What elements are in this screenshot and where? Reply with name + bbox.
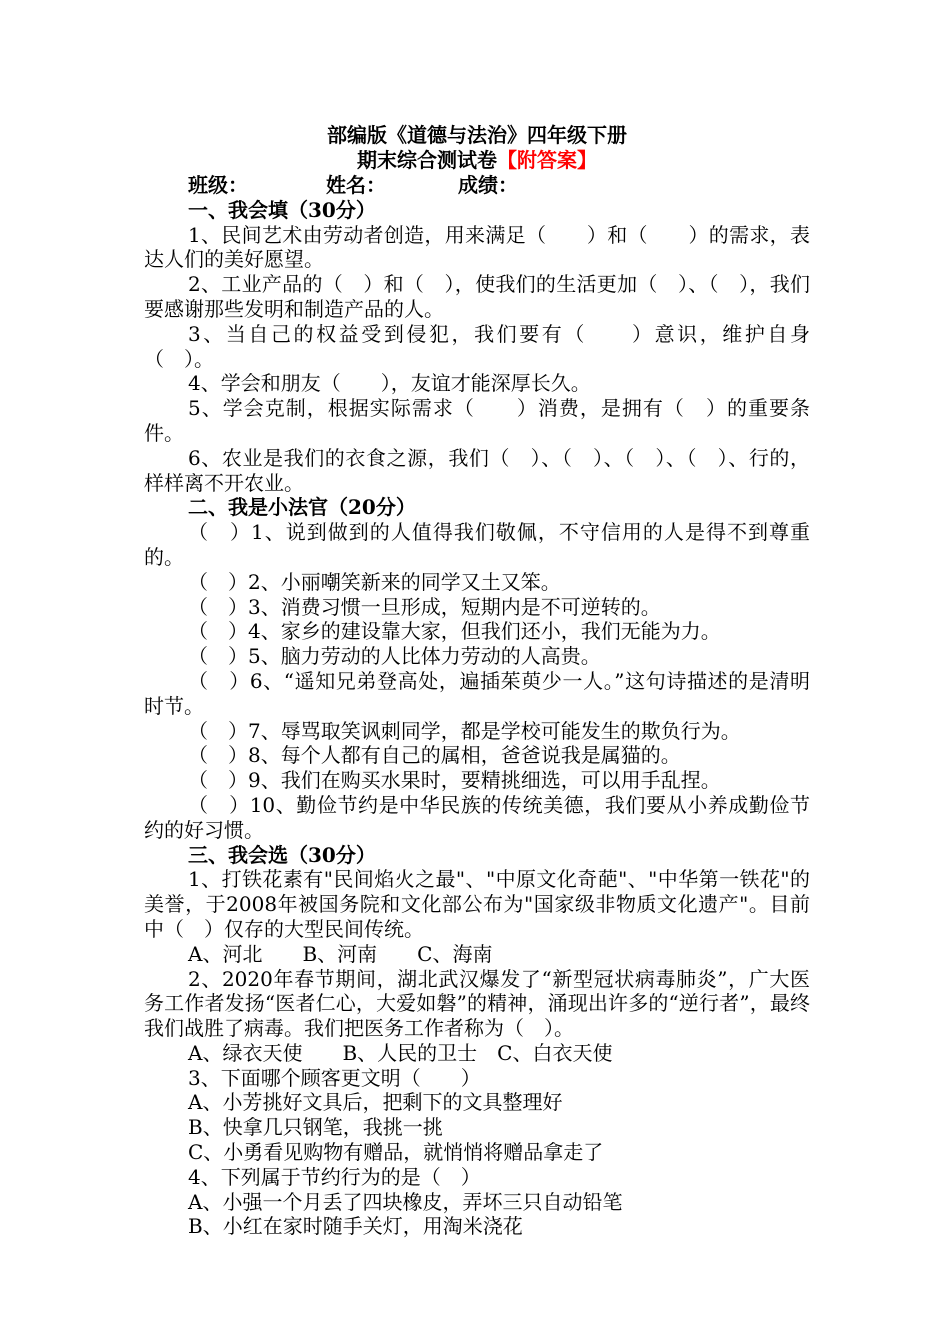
doc-title-accent: 【附答案】 bbox=[497, 148, 597, 172]
section1-item: 4、学会和朋友（ ），友谊才能深厚长久。 bbox=[188, 371, 591, 396]
section1-item: 2、工业产品的（ ）和（ ），使我们的生活更加（ ）、（ ），我们要感谢那些发明和制造产品的人。 bbox=[144, 272, 810, 321]
choice-question-4: 4、下列属于节约行为的是（ ） bbox=[188, 1164, 481, 1189]
section2-heading: 二、我是小法官（20分） bbox=[188, 495, 416, 520]
field-class-label: 班级： bbox=[188, 173, 248, 197]
choice-question-2: 2、2020年春节期间，湖北武汉爆发了“新型冠状病毒肺炎”，广大医务工作者发扬“医者仁心，大爱如磐”的精神，涌现出许多的“逆行者”，最终我们战胜了病毒。我们把医务工作者称为（ ）。 bbox=[144, 966, 810, 1041]
document-content bbox=[144, 123, 810, 1239]
judge-item: （ ）1、说到做到的人值得我们敬佩，不守信用的人是得不到尊重的。 bbox=[144, 520, 810, 569]
field-score-label: 成绩： bbox=[458, 173, 518, 197]
judge-item: （ ）7、辱骂取笑讽刺同学，都是学校可能发生的欺负行为。 bbox=[188, 718, 741, 743]
judge-item: （ ）6、“遥知兄弟登高处，遍插茱萸少一人。”这句诗描述的是清明时节。 bbox=[144, 668, 810, 718]
choice-option-3c: C、小勇看见购物有赠品，就悄悄将赠品拿走了 bbox=[188, 1140, 604, 1165]
choice-options-1: A、河北 B、河南 C、海南 bbox=[188, 941, 493, 966]
judge-item: （ ）2、小丽嘲笑新来的同学又土又笨。 bbox=[188, 569, 561, 594]
section1-item: 3、当自己的权益受到侵犯，我们要有（ ）意识，维护自身（ ）。 bbox=[144, 321, 810, 371]
student-info-row bbox=[144, 173, 810, 198]
choice-option-3b: B、快拿几只钢笔，我挑一挑 bbox=[188, 1115, 443, 1140]
doc-title-line1: 部编版《道德与法治》四年级下册 bbox=[327, 123, 627, 147]
field-name-label: 姓名： bbox=[326, 173, 386, 197]
section1-item: 1、民间艺术由劳动者创造，用来满足（ ）和（ ）的需求，表达人们的美好愿望。 bbox=[144, 222, 810, 272]
choice-question-1: 1、打铁花素有"民间焰火之最"、"中原文化奇葩"、"中华第一铁花"的美誉，于2008年被国务院和文化部公布为"国家级非物质文化遗产"。目前中（ ）仅存的大型民间传统。 bbox=[144, 867, 810, 941]
choice-option-4a: A、小强一个月丢了四块橡皮，弄坏三只自动铅笔 bbox=[188, 1189, 623, 1214]
doc-title-line2 bbox=[144, 148, 810, 173]
judge-item: （ ）5、脑力劳动的人比体力劳动的人高贵。 bbox=[188, 644, 601, 669]
doc-title-main: 期末综合测试卷 bbox=[357, 148, 497, 172]
judge-item: （ ）10、勤俭节约是中华民族的传统美德，我们要从小养成勤俭节约的好习惯。 bbox=[144, 792, 810, 842]
choice-options-2: A、绿衣天使 B、人民的卫士 C、白衣天使 bbox=[188, 1040, 613, 1065]
judge-item: （ ）3、消费习惯一旦形成，短期内是不可逆转的。 bbox=[188, 594, 661, 619]
judge-item: （ ）9、我们在购买水果时，要精挑细选，可以用手乱捏。 bbox=[188, 768, 721, 793]
section1-item: 6、农业是我们的衣食之源，我们（ ）、（ ）、（ ）、（ ）、行的，样样离不开农业。 bbox=[144, 445, 810, 495]
section1-item: 5、学会克制，根据实际需求（ ）消费，是拥有（ ）的重要条件。 bbox=[144, 396, 810, 445]
choice-question-3: 3、下面哪个顾客更文明（ ） bbox=[188, 1065, 481, 1090]
choice-option-4b: B、小红在家时随手关灯，用淘米浇花 bbox=[188, 1214, 523, 1239]
judge-item: （ ）8、每个人都有自己的属相，爸爸说我是属猫的。 bbox=[188, 743, 681, 768]
judge-item: （ ）4、家乡的建设靠大家，但我们还小，我们无能为力。 bbox=[188, 619, 721, 644]
section3-heading: 三、我会选（30分） bbox=[188, 842, 376, 867]
section1-heading: 一、我会填（30分） bbox=[188, 197, 376, 222]
choice-option-3a: A、小芳挑好文具后，把剩下的文具整理好 bbox=[188, 1090, 563, 1115]
